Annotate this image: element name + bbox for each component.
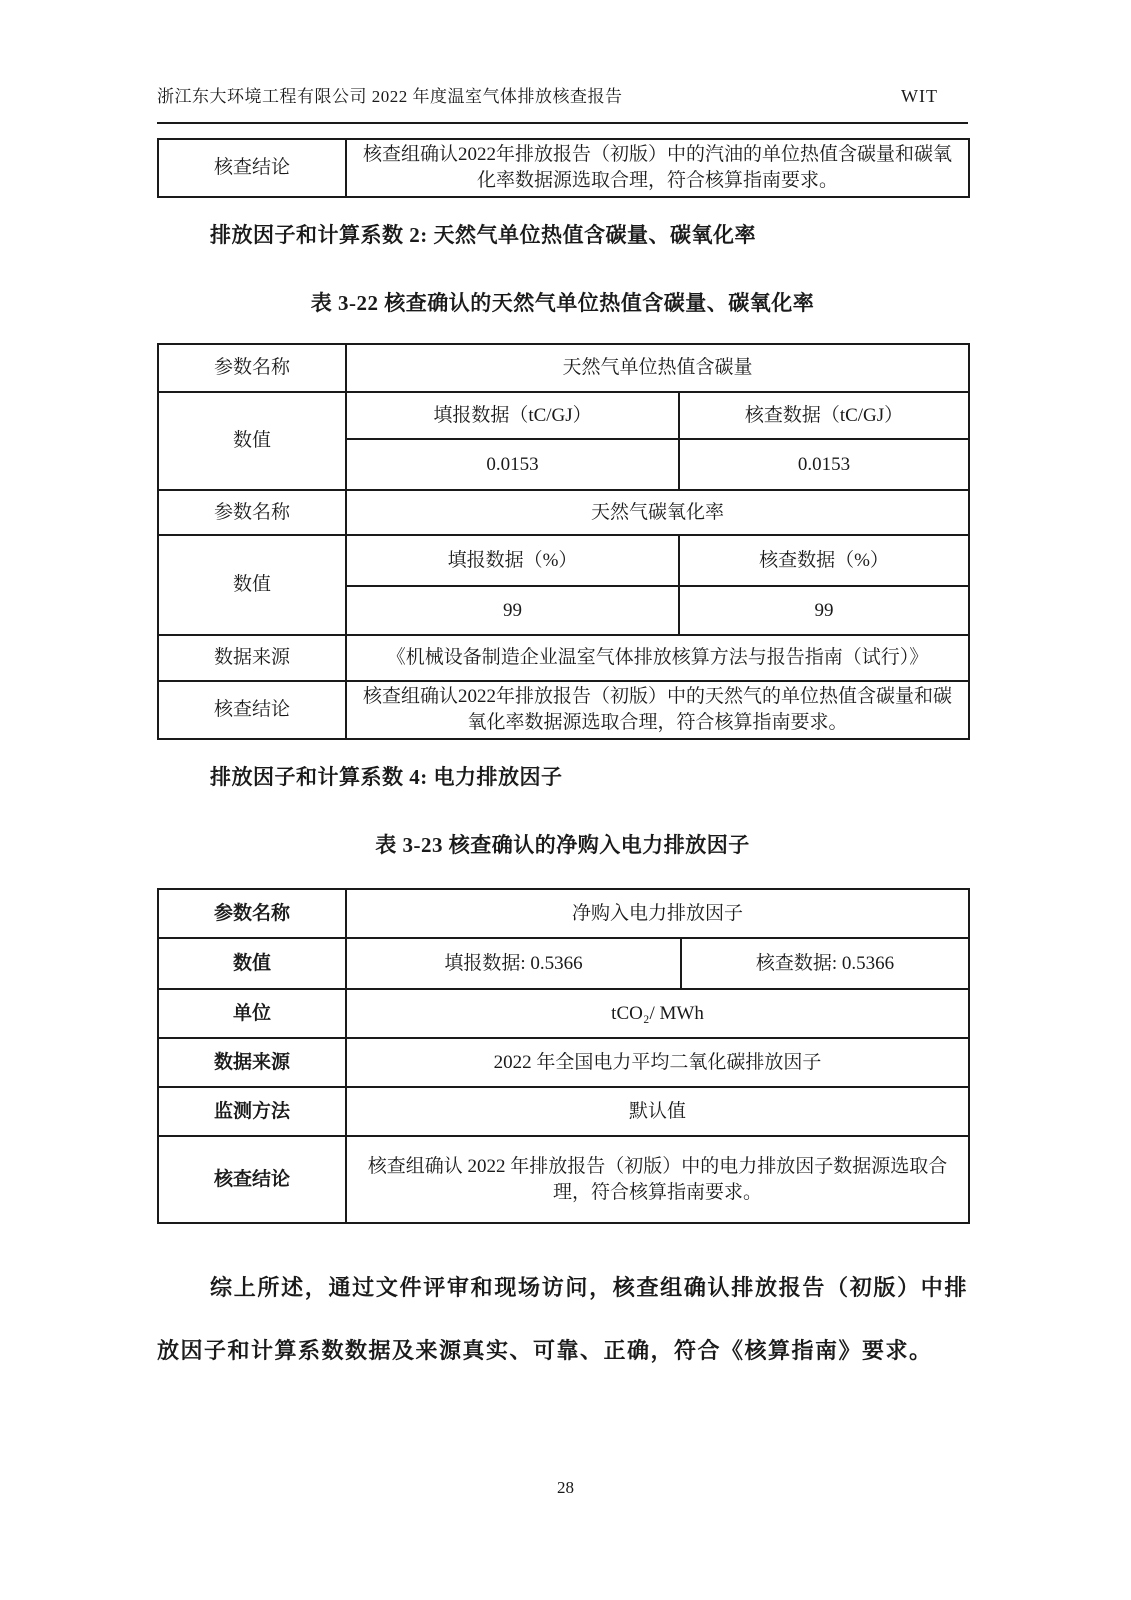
conclusion-value: 核查组确认2022年排放报告（初版）中的天然气的单位热值含碳量和碳氧化率数据源选取合理，符合核算指南要求。: [346, 681, 969, 739]
section-4-heading: 排放因子和计算系数 4: 电力排放因子: [210, 765, 563, 789]
value2-label: 数值: [158, 535, 346, 635]
param-label: 参数名称: [158, 889, 346, 938]
table-row: [158, 392, 969, 439]
table-row: [158, 889, 969, 938]
table-3-22: [157, 343, 970, 740]
unit-label: 单位: [158, 989, 346, 1038]
table-row: [158, 938, 969, 989]
method-label: 监测方法: [158, 1087, 346, 1136]
carryover-conclusion-table: [157, 138, 970, 198]
value1-reported: 0.0153: [346, 439, 679, 490]
value2-verified-header: 核查数据（%）: [679, 535, 969, 586]
table-row: [158, 1136, 969, 1223]
value2-reported-header: 填报数据（%）: [346, 535, 679, 586]
param1-label: 参数名称: [158, 344, 346, 392]
table-row: [158, 681, 969, 739]
table-3-23: [157, 888, 970, 1224]
source-value: 2022 年全国电力平均二氧化碳排放因子: [346, 1038, 969, 1087]
value-verified: 核查数据: 0.5366: [681, 938, 969, 989]
value-label: 数值: [158, 938, 346, 989]
table-row: [158, 139, 969, 197]
param-value: 净购入电力排放因子: [346, 889, 969, 938]
table-row: [158, 635, 969, 681]
conclusion-value: 核查组确认 2022 年排放报告（初版）中的电力排放因子数据源选取合理，符合核算指南要求。: [346, 1136, 969, 1223]
conclusion-label: 核查结论: [158, 681, 346, 739]
table-row: [158, 989, 969, 1038]
row-value: 核查组确认2022年排放报告（初版）中的汽油的单位热值含碳量和碳氧化率数据源选取合理，符合核算指南要求。: [346, 139, 969, 197]
unit-value: tCO₂/ MWh: [346, 989, 969, 1038]
source-label: 数据来源: [158, 635, 346, 681]
value1-label: 数值: [158, 392, 346, 490]
page-content: [157, 0, 968, 1382]
table-row: [158, 344, 969, 392]
param2-label: 参数名称: [158, 490, 346, 535]
value2-reported: 99: [346, 586, 679, 635]
value1-reported-header: 填报数据（tC/GJ）: [346, 392, 679, 439]
param2-value: 天然气碳氧化率: [346, 490, 969, 535]
header-mark: WIT: [901, 86, 938, 106]
conclusion-label: 核查结论: [158, 1136, 346, 1223]
value1-verified: 0.0153: [679, 439, 969, 490]
page-header: [157, 0, 968, 124]
param1-value: 天然气单位热值含碳量: [346, 344, 969, 392]
method-value: 默认值: [346, 1087, 969, 1136]
value2-verified: 99: [679, 586, 969, 635]
source-value: 《机械设备制造企业温室气体排放核算方法与报告指南（试行）》: [346, 635, 969, 681]
table-3-23-title: 表 3-23 核查确认的净购入电力排放因子: [375, 833, 750, 857]
page-number: 28: [557, 1478, 574, 1497]
table-3-22-title: 表 3-22 核查确认的天然气单位热值含碳量、碳氧化率: [310, 291, 815, 315]
table-row: [158, 1087, 969, 1136]
source-label: 数据来源: [158, 1038, 346, 1087]
row-label: 核查结论: [158, 139, 346, 197]
value1-verified-header: 核查数据（tC/GJ）: [679, 392, 969, 439]
table-row: [158, 490, 969, 535]
section-2-heading: 排放因子和计算系数 2: 天然气单位热值含碳量、碳氧化率: [210, 223, 756, 247]
table-row: [158, 535, 969, 586]
summary-paragraph: 综上所述，通过文件评审和现场访问，核查组确认排放报告（初版）中排放因子和计算系数数据及来源真实、可靠、正确，符合《核算指南》要求。: [157, 1275, 968, 1363]
value-reported: 填报数据: 0.5366: [346, 938, 681, 989]
header-title: 浙江东大环境工程有限公司 2022 年度温室气体排放核查报告: [157, 87, 623, 106]
table-row: [158, 1038, 969, 1087]
